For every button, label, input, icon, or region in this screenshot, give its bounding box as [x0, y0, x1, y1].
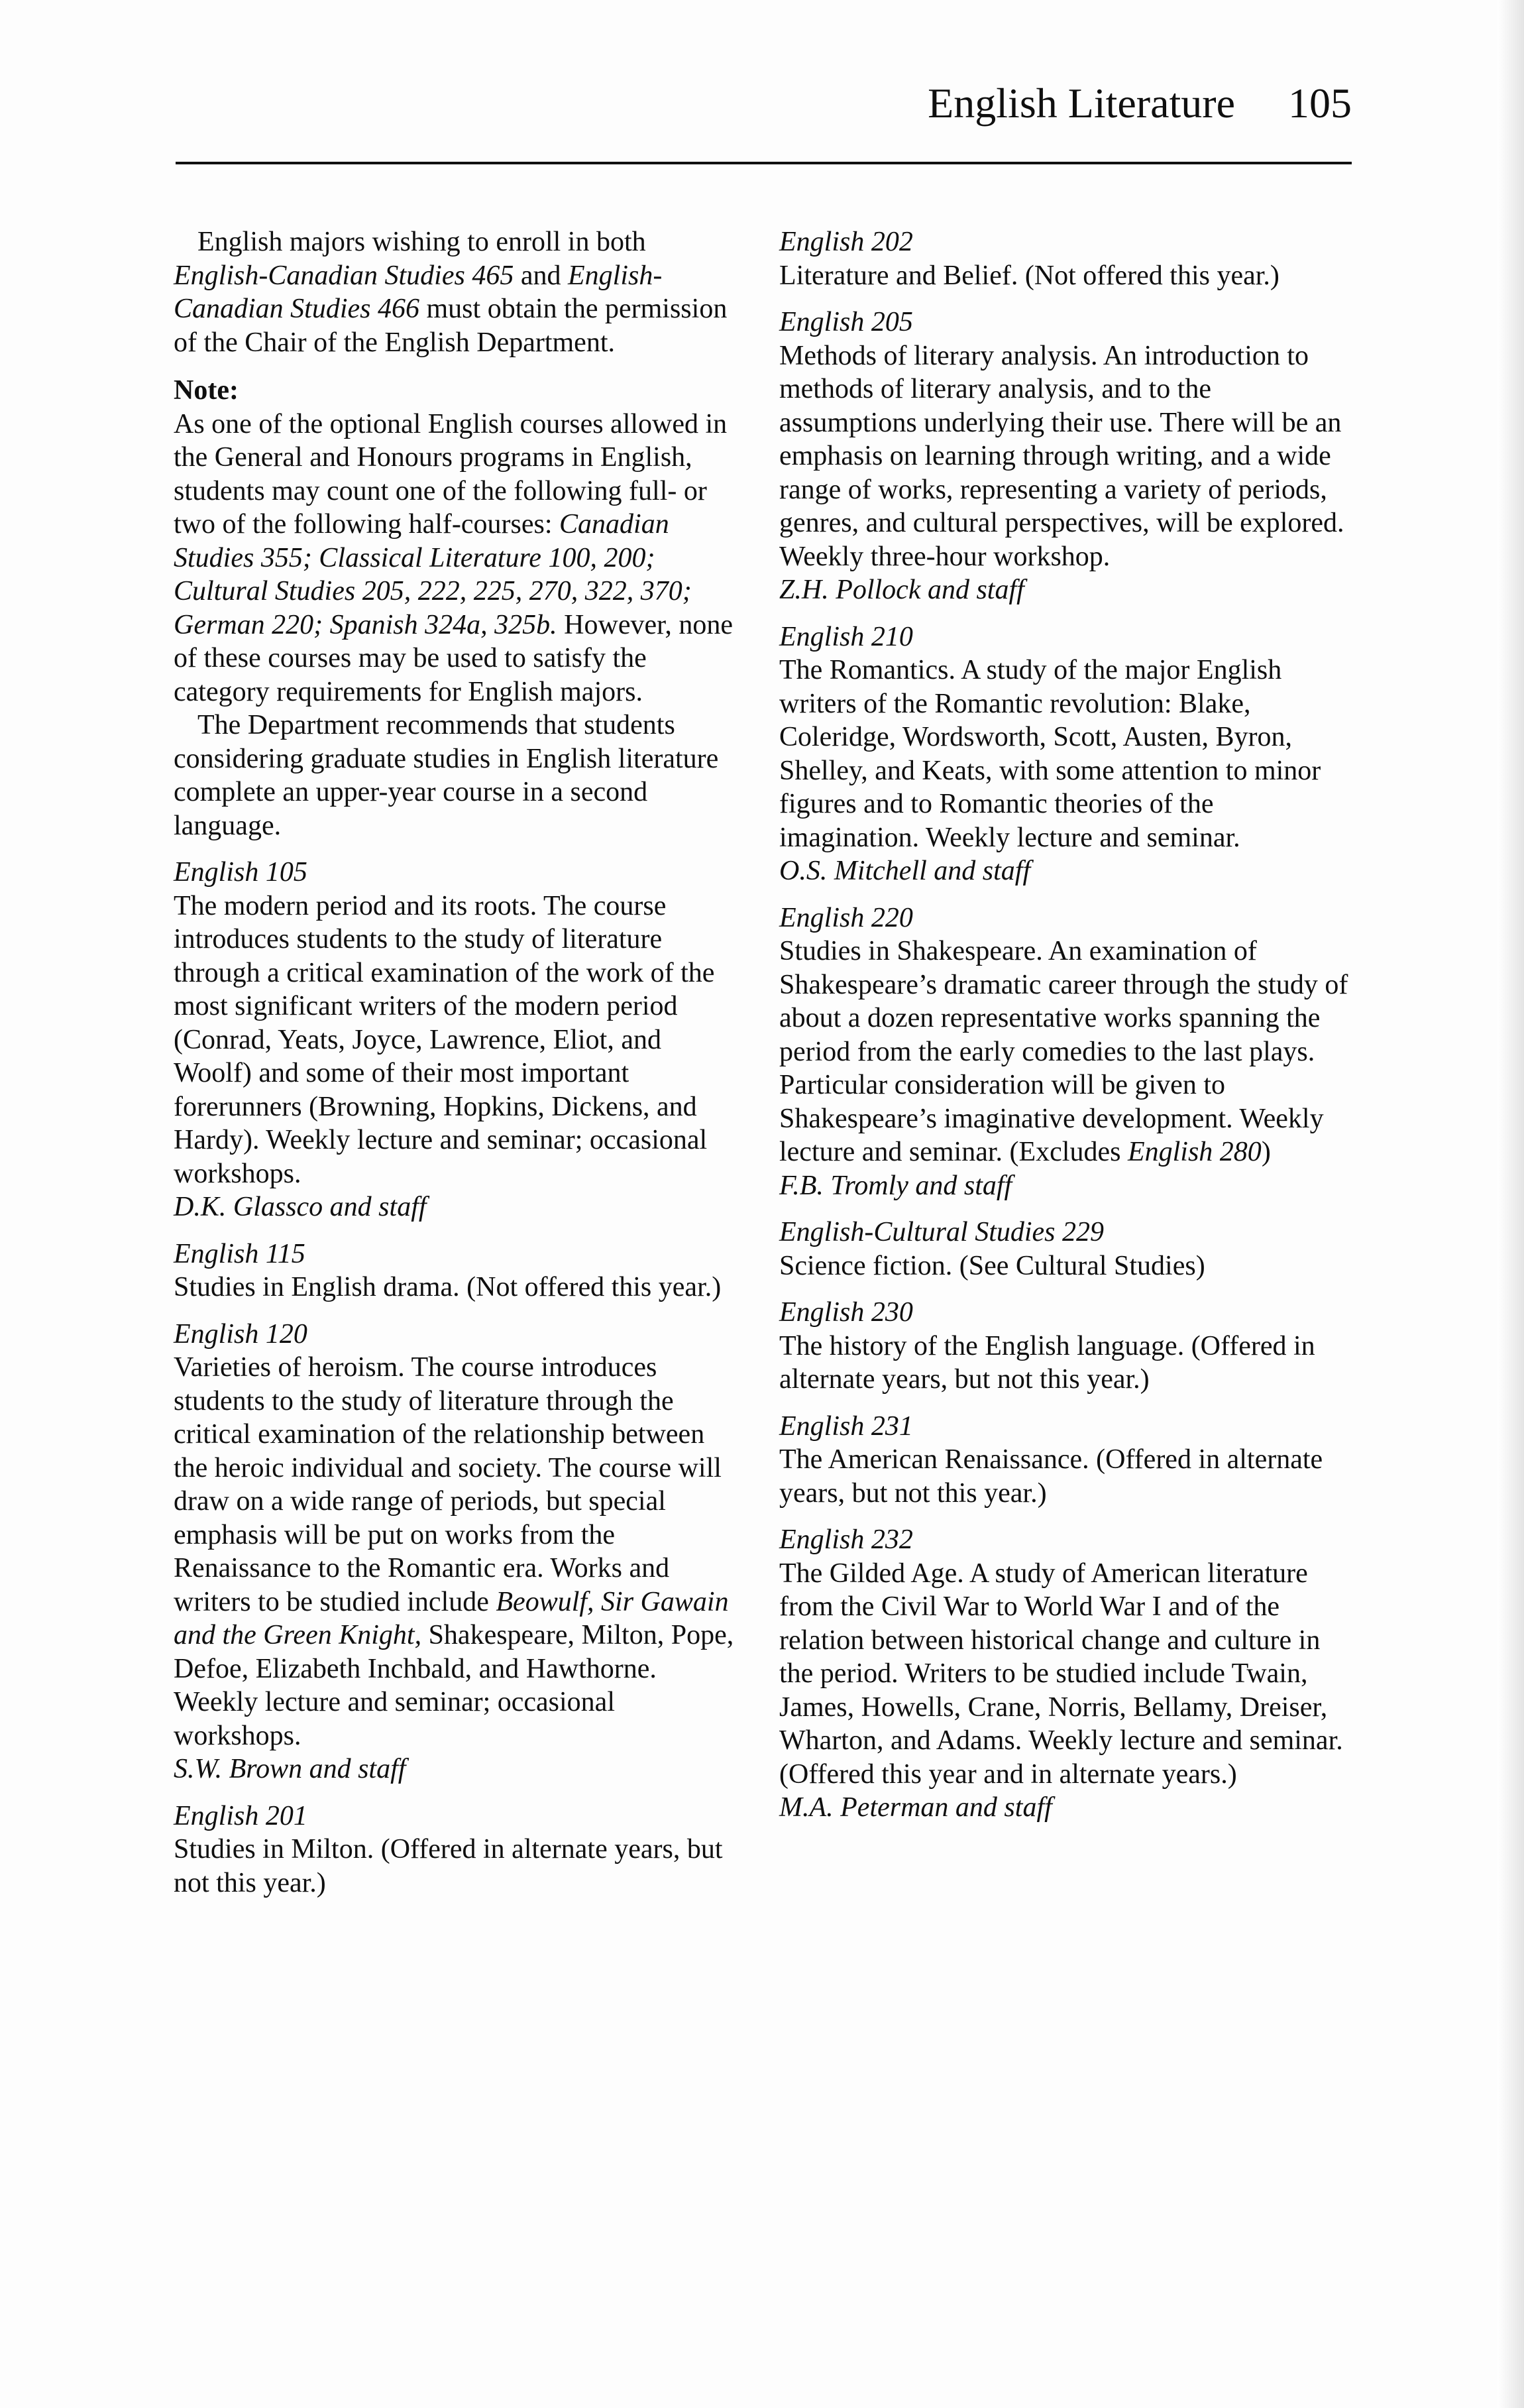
note-heading: Note:	[174, 375, 239, 406]
course-description: The Gilded Age. A study of American literature from the Civil War to World War I and of the relation between historical change and culture in the period. Writers to be studied include Twain, James, Howells, Crane, Norris, Bellamy, Dreiser, Wharton, and Adams. Weekly lecture and seminar. (Offered this year and in alternate years.)	[779, 1558, 1343, 1790]
course-name: English 120	[174, 1318, 307, 1349]
course-description: The history of the English language. (Offered in alternate years, but not this year.)	[779, 1330, 1315, 1395]
course-name: English 105	[174, 857, 307, 888]
course-entry	[779, 620, 1349, 888]
course-name: English 232	[779, 1524, 913, 1555]
course-entry	[779, 1216, 1349, 1283]
course-entry	[779, 1523, 1349, 1825]
course-name: English 205	[779, 307, 913, 337]
course-name: English-Cultural Studies 229	[779, 1217, 1105, 1247]
header-rule	[176, 162, 1352, 164]
course-instructor: D.K. Glassco and staff	[174, 1192, 427, 1222]
course-entry	[174, 856, 743, 1224]
page-number: 105	[1288, 80, 1352, 127]
running-head	[0, 77, 1352, 130]
course-instructor: M.A. Peterman and staff	[779, 1792, 1052, 1823]
course-name: English 231	[779, 1410, 913, 1442]
course-description: Studies in Shakespeare. An examination of Shakespeare’s dramatic career through the study of about a dozen representative works spanning the period from the early comedies to the last plays. Particular consideration will be given to Shakespeare’s imaginative development. Weekly lecture and seminar. (Excludes English 280)	[779, 936, 1348, 1167]
course-name: English 201	[174, 1800, 307, 1831]
course-description: Varieties of heroism. The course introduces students to the study of literature through the critical examination of the relationship between the heroic individual and society. The course will draw on a wide range of periods, but special emphasis will be put on works from the Renaissance to the Romantic era. Works and writers to be studied include Beowulf, Sir Gawain and the Green Knight, Shakespeare, Milton, Pope, Defoe, Elizabeth Inchbald, and Hawthorne. Weekly lecture and seminar; occasional workshops.	[174, 1352, 734, 1751]
course-entry	[779, 1410, 1349, 1511]
course-entry	[779, 1296, 1349, 1397]
note-paragraph: As one of the optional English courses allowed in the General and Honours programs in English, students may count one of the following full- or two of the following half-courses: Canadian Studies 355; Classical Literature 100, 200; Cultural Studies 205, 222, 225, 270, 322, 370; German 220; Spanish 324a, 325b. However, none of these courses may be used to satisfy the category requirements for English majors.	[174, 408, 734, 707]
course-entry	[174, 1318, 743, 1786]
course-instructor: O.S. Mitchell and staff	[779, 856, 1031, 886]
running-head-title: English Literature	[928, 80, 1235, 127]
course-entry	[779, 306, 1349, 607]
course-description: The modern period and its roots. The course introduces students to the study of literature through a critical examination of the work of the most significant writers of the modern period (Conrad, Yeats, Joyce, Lawrence, Eliot, and Woolf) and some of their most important forerunners (Browning, Hopkins, Dickens, and Hardy). Weekly lecture and seminar; occasional workshops.	[174, 890, 715, 1189]
course-instructor: S.W. Brown and staff	[174, 1754, 406, 1784]
course-entry	[779, 901, 1349, 1203]
course-description: The American Renaissance. (Offered in alternate years, but not this year.)	[779, 1444, 1323, 1509]
course-entry	[174, 1800, 743, 1900]
left-column	[174, 225, 743, 1913]
course-description: Literature and Belief. (Not offered this year.)	[779, 260, 1279, 291]
course-description: Methods of literary analysis. An introduction to methods of literary analysis, and to the assumptions underlying their use. There will be an emphasis on learning through writing, and a wide range of works, representing a variety of periods, genres, and cultural perspectives, will be explored. Weekly three-hour workshop.	[779, 340, 1344, 572]
course-instructor: F.B. Tromly and staff	[779, 1170, 1012, 1201]
course-name: English 115	[174, 1238, 305, 1269]
right-column	[779, 225, 1349, 1838]
course-name: English 210	[779, 621, 913, 652]
course-description: Studies in Milton. (Offered in alternate years, but not this year.)	[174, 1834, 723, 1898]
course-name: English 202	[779, 227, 913, 257]
course-instructor: Z.H. Pollock and staff	[779, 575, 1024, 605]
page-edge-shadow	[1497, 0, 1524, 2408]
course-description: The Romantics. A study of the major English writers of the Romantic revolution: Blake, Coleridge, Wordsworth, Scott, Austen, Byron, Shelley, and Keats, with some attention to minor figures and to Romantic theories of the imagination. Weekly lecture and seminar.	[779, 655, 1321, 853]
recommendation-paragraph: The Department recommends that students considering graduate studies in English literature complete an upper-year course in a second language.	[174, 710, 719, 841]
course-name: English 220	[779, 902, 913, 933]
intro-paragraph: English majors wishing to enroll in both English-Canadian Studies 465 and English-Canadian Studies 466 must obtain the permission of the Chair of the English Department.	[174, 227, 728, 358]
course-entry	[779, 225, 1349, 292]
course-description: Studies in English drama. (Not offered this year.)	[174, 1272, 722, 1302]
course-entry	[174, 1237, 743, 1304]
course-name: English 230	[779, 1297, 913, 1328]
course-description: Science fiction. (See Cultural Studies)	[779, 1250, 1205, 1281]
